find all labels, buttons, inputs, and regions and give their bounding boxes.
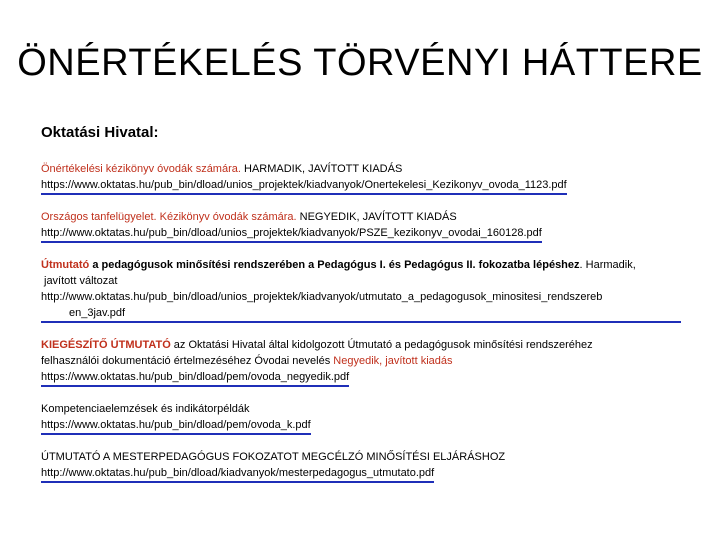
reference-entry-5 (41, 401, 691, 435)
entry-title-rest2: . Harmadik, (579, 259, 636, 271)
reference-entry-4 (41, 337, 691, 387)
reference-list (41, 124, 691, 497)
entry-title (41, 161, 691, 177)
entry-title (41, 257, 691, 273)
entry-title-red: Önértékelési kézikönyv óvodák számára. (41, 163, 241, 175)
reference-entry-6 (41, 449, 691, 483)
entry-title (41, 209, 691, 225)
reference-entry-3 (41, 257, 691, 323)
entry-link-cont: en_3jav.pdf (69, 307, 126, 319)
entry-link[interactable]: http://www.oktatas.hu/pub_bin/dload/kiadvanyok/mesterpedagogus_utmutato.pdf (41, 465, 434, 483)
entry-title (41, 337, 691, 353)
entry-title-red: Országos tanfelügyelet. Kézikönyv óvodák számára. (41, 211, 297, 223)
entry-link[interactable] (41, 289, 681, 323)
entry-title-red: KIEGÉSZÍTŐ ÚTMUTATÓ (41, 339, 171, 351)
entry-title-rest: NEGYEDIK, JAVÍTOTT KIADÁS (296, 211, 457, 223)
entry-link[interactable]: https://www.oktatas.hu/pub_bin/dload/unios_projektek/kiadvanyok/Onertekelesi_Kezikonyv_ovoda_1123.pdf (41, 177, 567, 195)
entry-title-red: Útmutató (41, 259, 90, 271)
entry-subtitle (41, 353, 691, 369)
page-title: ÖNÉRTÉKELÉS TÖRVÉNYI HÁTTERE (17, 42, 703, 84)
entry-link[interactable]: https://www.oktatas.hu/pub_bin/dload/pem/ovoda_k.pdf (41, 417, 311, 435)
entry-link[interactable]: http://www.oktatas.hu/pub_bin/dload/unios_projektek/kiadvanyok/PSZE_kezikonyv_ovodai_160128.pdf (41, 225, 542, 243)
entry-subtitle-red: Negyedik, javított kiadás (330, 355, 453, 367)
entry-subtitle-text: felhasználói dokumentáció értelmezéséhez Óvodai nevelés (41, 355, 331, 367)
entry-link[interactable]: https://www.oktatas.hu/pub_bin/dload/pem/ovoda_negyedik.pdf (41, 369, 349, 387)
reference-entry-1 (41, 161, 691, 195)
entry-title: Kompetenciaelemzések és indikátorpéldák (41, 403, 250, 415)
entry-title-rest: az Oktatási Hivatal által kidolgozott Útmutató a pedagógusok minősítési rendszeréhez (170, 339, 593, 351)
entry-link-text: http://www.oktatas.hu/pub_bin/dload/unios_projektek/kiadvanyok/utmutato_a_pedagogusok_minositesi_rendszereb (41, 291, 603, 303)
entry-subtitle: javított változat (44, 275, 118, 287)
section-heading: Oktatási Hivatal: (41, 124, 159, 141)
entry-title-rest: HARMADIK, JAVÍTOTT KIADÁS (240, 163, 403, 175)
reference-entry-2 (41, 209, 691, 243)
entry-title-rest: a pedagógusok minősítési rendszerében a Pedagógus I. és Pedagógus II. fokozatba lépéshez (89, 259, 580, 271)
entry-title: ÚTMUTATÓ A MESTERPEDAGÓGUS FOKOZATOT MEGCÉLZÓ MINŐSÍTÉSI ELJÁRÁSHOZ (41, 451, 506, 463)
